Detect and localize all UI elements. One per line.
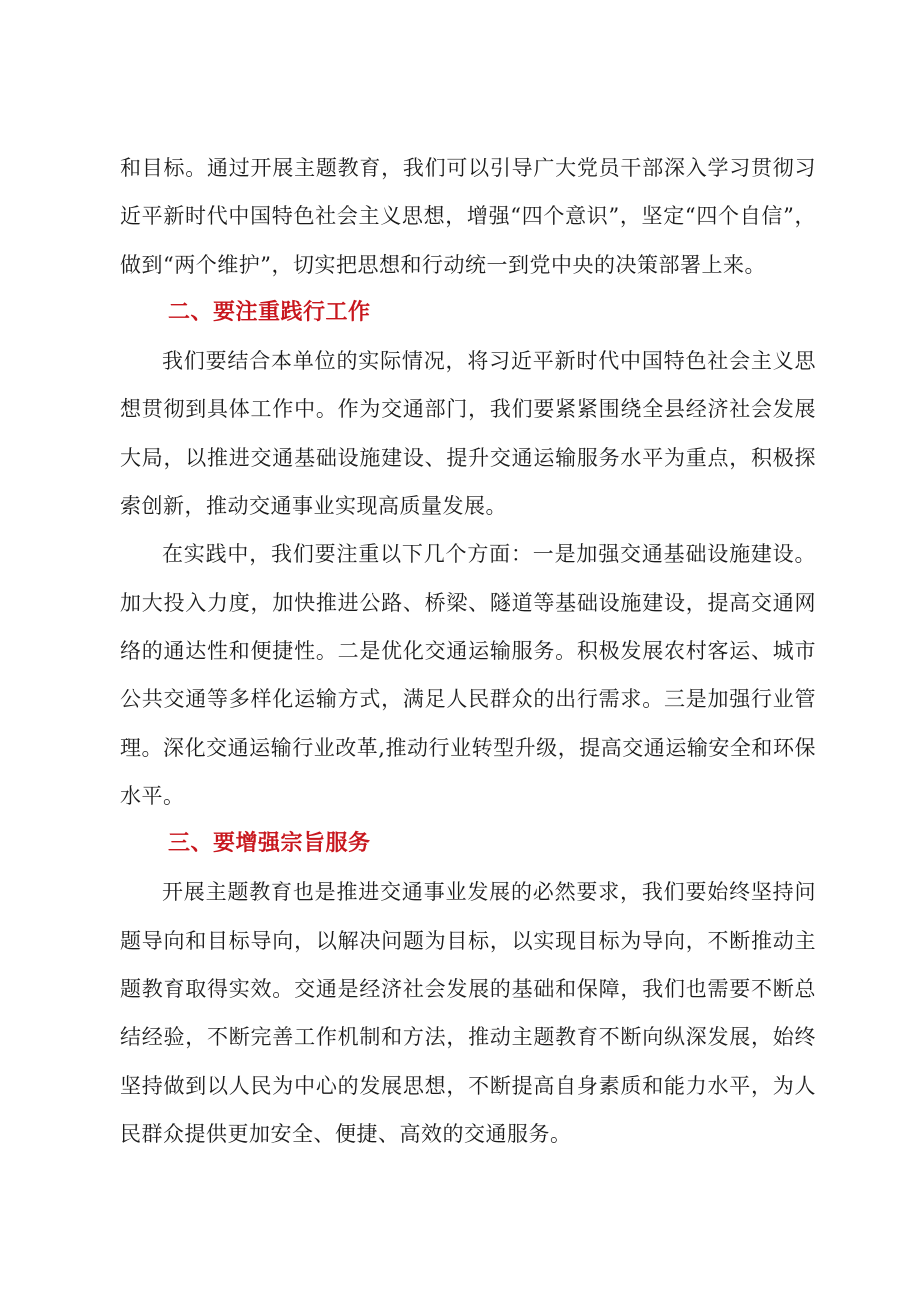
document-body [120,144,816,1158]
section-2-heading: 二、要注重践行工作 [168,299,371,325]
section-2-paragraph-2: 在实践中，我们要注重以下几个方面：一是加强交通基础设施建设。加大投入力度，加快推进公路、桥梁、隧道等基础设施建设，提高交通网络的通达性和便捷性。二是优化交通运输服务。积极发展农村客运、城市公共交通等多样化运输方式，满足人民群众的出行需求。三是加强行业管理。深化交通运输行业改革,推动行业转型升级，提高交通运输安全和环保水平。 [120,542,816,808]
section-3-paragraph-1: 开展主题教育也是推进交通事业发展的必然要求，我们要始终坚持问题导向和目标导向，以解决问题为目标，以实现目标为导向，不断推动主题教育取得实效。交通是经济社会发展的基础和保障，我们也需要不断总结经验，不断完善工作机制和方法，推动主题教育不断向纵深发展，始终坚持做到以人民为中心的发展思想，不断提高自身素质和能力水平，为人民群众提供更加安全、便捷、高效的交通服务。 [120,880,816,1146]
intro-paragraph-continued: 和目标。通过开展主题教育，我们可以引导广大党员干部深入学习贯彻习近平新时代中国特色社会主义思想，增强“四个意识”，坚定“四个自信”，做到“两个维护”，切实把思想和行动统一到党中央的决策部署上来。 [120,156,816,277]
section-3-heading: 三、要增强宗旨服务 [168,831,371,857]
section-2-paragraph-1: 我们要结合本单位的实际情况，将习近平新时代中国特色社会主义思想贯彻到具体工作中。作为交通部门，我们要紧紧围绕全县经济社会发展大局，以推进交通基础设施建设、提升交通运输服务水平为重点，积极探索创新，推动交通事业实现高质量发展。 [120,349,816,519]
